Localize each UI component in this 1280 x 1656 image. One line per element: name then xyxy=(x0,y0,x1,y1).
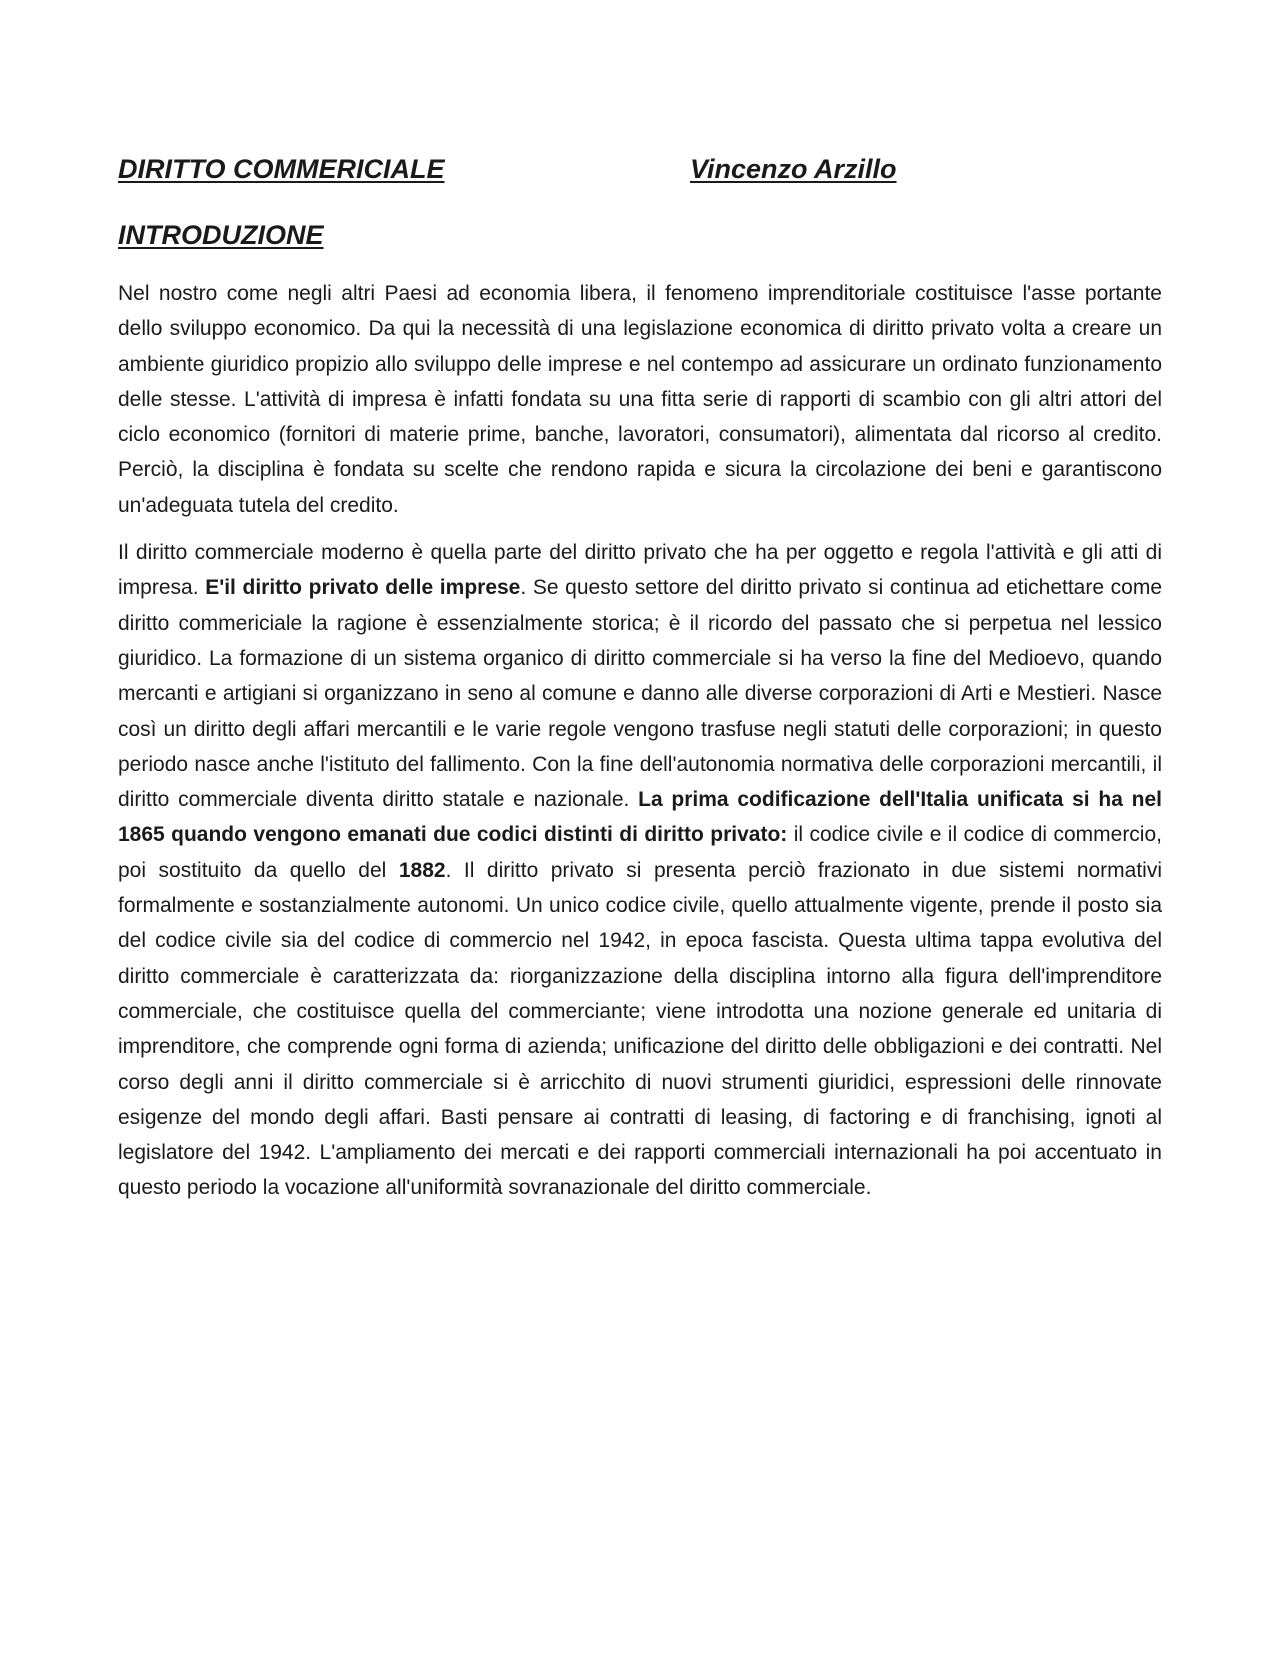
paragraph-history-bold-3: 1882 xyxy=(398,858,446,882)
paragraph-history-text-3: il codice civile e il codice di commercio, poi sostituito da quello del xyxy=(118,823,1162,882)
title-underline-gap xyxy=(574,150,690,188)
paragraph-history xyxy=(118,535,1162,1206)
document-page xyxy=(118,150,1162,1206)
paragraph-intro: Nel nostro come negli altri Paesi ad economia libera, il fenomeno imprenditoriale costituisce l'asse portante dello sviluppo economico. Da qui la necessità di una legislazione economica di diritto privato volta a creare un ambiente giuridico propizio allo sviluppo delle imprese e nel contempo ad assicurare un ordinato funzionamento delle stesse. L'attività di impresa è infatti fondata su una fitta serie di rapporti di scambio con gli altri attori del ciclo economico (fornitori di materie prime, banche, lavoratori, consumatori), alimentata dal ricorso al credito. Perciò, la disciplina è fondata su scelte che rendono rapida e sicura la circolazione dei beni e garantiscono un'adeguata tutela del credito. xyxy=(118,282,1162,517)
paragraph-history-text-2: . Se questo settore del diritto privato si continua ad etichettare come diritto commericiale la ragione è essenzialmente storica; è il ricordo del passato che si perpetua nel lessico giuridico. La formazione di un sistema organico di diritto commerciale si ha verso la fine del Medioevo, quando mercanti e artigiani si organizzano in seno al comune e danno alle diverse corporazioni di Arti e Mestieri. Nasce così un diritto degli affari mercantili e le varie regole vengono trasfuse negli statuti delle corporazioni; in questo periodo nasce anche l'istituto del fallimento. Con la fine dell'autonomia normativa delle corporazioni mercantili, il diritto commerciale diventa diritto statale e nazionale. xyxy=(118,576,1163,812)
paragraph-history-bold-1: E'il diritto privato delle imprese xyxy=(205,576,521,600)
document-title xyxy=(118,150,1162,188)
section-heading: INTRODUZIONE xyxy=(118,220,324,250)
paragraph-history-text-1: Il diritto commerciale moderno è quella parte del diritto privato che ha per oggetto e regola l'attività e gli atti di impresa. xyxy=(118,541,1162,600)
title-author-name: Vincenzo Arzillo xyxy=(690,154,897,184)
paragraph-history-bold-2: La prima codificazione dell'Italia unificata si ha nel 1865 quando vengono emanati due codici distinti di diritto privato: xyxy=(118,788,1162,847)
paragraph-history-text-4: . Il diritto privato si presenta perciò frazionato in due sistemi normativi formalmente e sostanzialmente autonomi. Un unico codice civile, quello attualmente vigente, prende il posto sia del codice civile sia del codice di commercio nel 1942, in epoca fascista. Questa ultima tappa evolutiva del diritto commerciale è caratterizzata da: riorganizzazione della disciplina intorno alla figura dell'imprenditore commerciale, che costituisce quella del commerciante; viene introdotta una nozione generale ed unitaria di imprenditore, che comprende ogni forma di azienda; unificazione del diritto delle obbligazioni e dei contratti. Nel corso degli anni il diritto commerciale si è arricchito di nuovi strumenti giuridici, espressioni delle rinnovate esigenze del mondo degli affari. Basti pensare ai contratti di leasing, di factoring e di franchising, ignoti al legislatore del 1942. L'ampliamento dei mercati e dei rapporti commerciali internazionali ha poi accentuato in questo periodo la vocazione all'uniformità sovranazionale del diritto commerciale. xyxy=(118,858,1163,1200)
title-course-name: DIRITTO COMMERICIALE xyxy=(118,154,445,184)
